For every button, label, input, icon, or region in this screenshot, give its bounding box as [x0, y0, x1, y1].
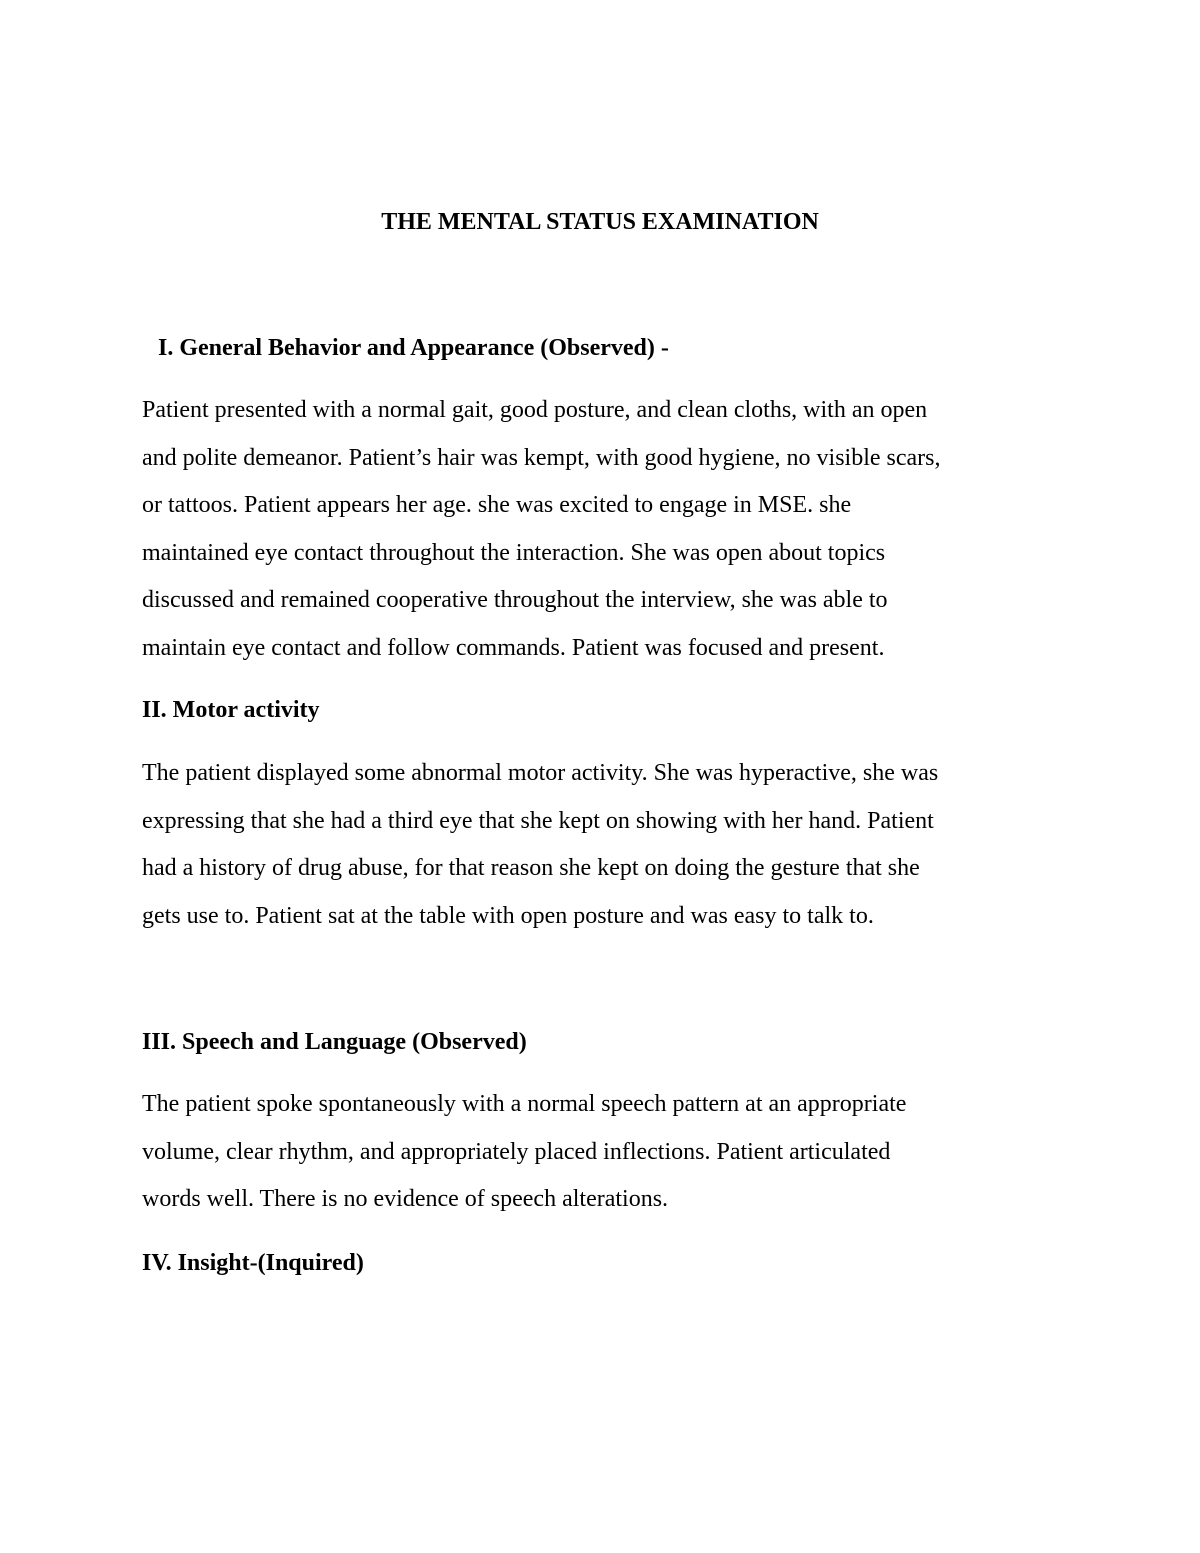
section-heading-insight: IV. Insight-(Inquired) [142, 1250, 364, 1276]
section-body-speech-language [142, 1081, 1072, 1224]
section-body-motor-activity [142, 750, 1072, 940]
section-heading-speech-language: III. Speech and Language (Observed) [142, 1029, 527, 1055]
paragraph-line: maintained eye contact throughout the interaction. She was open about topics [142, 539, 886, 566]
paragraph-line: The patient displayed some abnormal motor activity. She was hyperactive, she was [142, 760, 939, 786]
paragraph-line: Patient presented with a normal gait, good posture, and clean cloths, with an open [142, 397, 928, 423]
paragraph-line: or tattoos. Patient appears her age. she was excited to engage in MSE. she [142, 492, 852, 519]
paragraph-line: maintain eye contact and follow commands. Patient was focused and present. [142, 634, 885, 661]
section-heading-general-behavior: I. General Behavior and Appearance (Observed) - [158, 335, 669, 361]
paragraph-line: words well. There is no evidence of speech alterations. [142, 1186, 669, 1213]
paragraph-line: and polite demeanor. Patient’s hair was kempt, with good hygiene, no visible scars, [142, 444, 941, 471]
paragraph-line: gets use to. Patient sat at the table with open posture and was easy to talk to. [142, 902, 874, 929]
paragraph-line: volume, clear rhythm, and appropriately placed inflections. Patient articulated [142, 1138, 891, 1165]
document-title: THE MENTAL STATUS EXAMINATION [381, 209, 819, 235]
paragraph-line: discussed and remained cooperative throughout the interview, she was able to [142, 587, 888, 614]
section-body-general-behavior [142, 387, 1072, 673]
paragraph-line: had a history of drug abuse, for that reason she kept on doing the gesture that she [142, 855, 920, 882]
paragraph-line: The patient spoke spontaneously with a normal speech pattern at an appropriate [142, 1091, 907, 1117]
paragraph-line: expressing that she had a third eye that she kept on showing with her hand. Patient [142, 807, 934, 834]
section-heading-motor-activity: II. Motor activity [142, 697, 320, 723]
